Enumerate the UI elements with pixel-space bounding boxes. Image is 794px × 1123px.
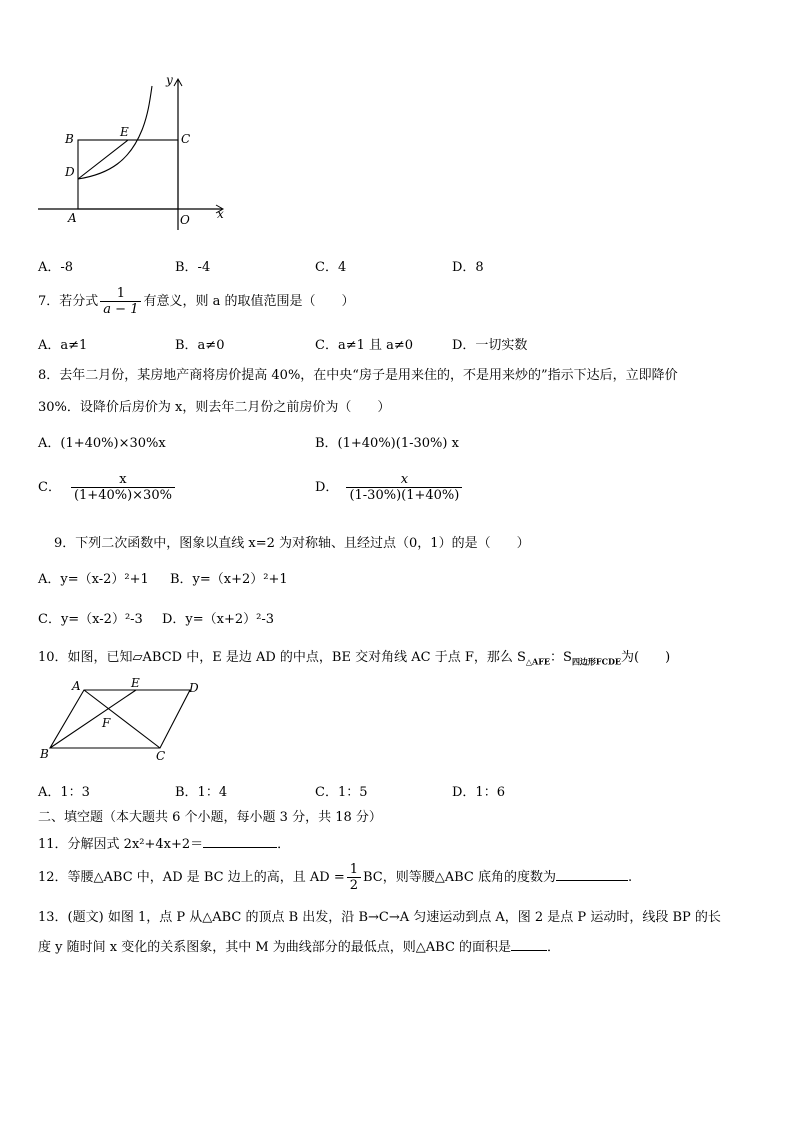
q7-fraction-den: a − 1 (100, 301, 141, 317)
q6-option-b: B．-4 (175, 260, 211, 275)
q9-option-b: B．y=（x+2）²+1 (170, 572, 288, 587)
q11-answer-blank[interactable] (203, 835, 277, 848)
q8-option-d (315, 472, 464, 503)
q7-prefix: 7．若分式 (38, 294, 99, 309)
q12-answer-blank[interactable] (556, 868, 628, 881)
label-f: F (102, 716, 111, 730)
rectangle-abco (78, 140, 178, 209)
q13-end: ． (547, 940, 561, 955)
label-a: A (72, 679, 81, 693)
q7-option-d: D．一切实数 (452, 338, 528, 353)
q7-fraction-num: 1 (116, 286, 126, 301)
q13-stem-line2 (38, 936, 560, 955)
q10-sub-afe: △AFE (525, 656, 551, 667)
q10-stem (38, 646, 670, 668)
q8-option-c-label: C． (38, 480, 61, 495)
q9-option-c: C．y=（x-2）²-3 (38, 612, 143, 627)
q12-end: . (628, 870, 633, 885)
q7-option-a: A．a≠1 (38, 338, 88, 353)
label-c: C (156, 749, 166, 763)
q13-stem-line1: 13．(题文) 如图 1，点 P 从△ABC 的顶点 B 出发，沿 B→C→A 匀速运动到点 A，图 2 是点 P 运动时，线段 BP 的长 (38, 910, 721, 925)
q7-suffix: 有意义，则 a 的取值范围是（ ） (143, 294, 355, 309)
q6-option-c: C．4 (315, 260, 347, 275)
parallelogram-abcd (50, 690, 190, 748)
q8-option-d-den: (1-30%)(1+40%) (346, 487, 462, 503)
diagonal-ac (84, 690, 160, 748)
q8-option-d-num: x (400, 472, 409, 487)
label-c: C (181, 132, 191, 146)
q10-option-c: C．1：5 (315, 785, 368, 800)
q12-stem (38, 862, 632, 893)
q8-option-c-num: x (119, 472, 127, 487)
q10-stem-mid: ：S (550, 650, 572, 665)
label-d: D (189, 681, 199, 695)
segment-be (50, 690, 136, 748)
label-e: E (120, 125, 129, 139)
q10-stem-text: 10．如图，已知▱ABCD 中，E 是边 AD 的中点，BE 交对角线 AC 于点 F，那么 S (38, 650, 526, 665)
q9-option-d: D．y=（x+2）²-3 (162, 612, 275, 627)
q12-prefix: 12．等腰△ABC 中，AD 是 BC 边上的高，且 AD = (38, 870, 345, 885)
q11-end: ． (277, 837, 291, 852)
q12-fraction (347, 862, 361, 893)
label-a: A (68, 211, 77, 225)
q6-option-d: D．8 (452, 260, 484, 275)
q8-option-c-fraction (71, 472, 175, 503)
label-x: x (217, 207, 224, 221)
q8-option-a: A．(1+40%)×30%x (38, 436, 166, 451)
label-b: B (65, 132, 74, 146)
q8-option-d-label: D． (315, 480, 339, 495)
q9-stem: 9．下列二次函数中，图象以直线 x=2 为对称轴、且经过点（0，1）的是（ ） (54, 536, 530, 551)
q8-stem-line2: 30%．设降价后房价为 x，则去年二月份之前房价为（ ） (38, 400, 391, 415)
segment-de (78, 140, 128, 179)
q8-option-c-den: (1+40%)×30% (71, 487, 175, 503)
q8-option-b: B．(1+40%)(1-30%) x (315, 436, 459, 451)
q11-stem (38, 833, 290, 852)
figure-rectangle-curve (30, 70, 240, 240)
figure-parallelogram (36, 676, 216, 768)
q13-line2-text: 度 y 随时间 x 变化的关系图象，其中 M 为曲线部分的最低点，则△ABC 的面积是 (38, 940, 512, 955)
q10-sub-fcde: 四边形FCDE (571, 656, 622, 667)
q8-option-d-fraction (346, 472, 462, 503)
q7-fraction (100, 286, 141, 317)
q13-answer-blank[interactable] (511, 938, 547, 951)
label-b: B (40, 747, 49, 761)
q10-option-d: D．1：6 (452, 785, 505, 800)
q10-option-a: A．1：3 (38, 785, 90, 800)
q9-option-a: A．y=（x-2）²+1 (38, 572, 149, 587)
q8-option-c (38, 472, 177, 503)
q7-option-c: C．a≠1 且 a≠0 (315, 338, 414, 353)
label-e: E (131, 676, 140, 690)
q10-option-b: B．1：4 (175, 785, 228, 800)
q6-option-a: A．-8 (38, 260, 74, 275)
q11-text: 11．分解因式 2x²+4x+2＝ (38, 837, 204, 852)
q10-stem-end: 为( ) (621, 650, 671, 665)
q12-mid: BC，则等腰△ABC 底角的度数为 (363, 870, 557, 885)
label-y: y (166, 73, 173, 87)
q7-option-b: B．a≠0 (175, 338, 225, 353)
label-d: D (65, 165, 75, 179)
q12-fraction-num: 1 (349, 862, 359, 877)
q12-fraction-den: 2 (347, 877, 361, 893)
q8-stem-line1: 8．去年二月份，某房地产商将房价提高 40%，在中央“房子是用来住的，不是用来炒的”指示下达后，立即降价 (38, 368, 678, 383)
section-fill-in-title: 二、填空题（本大题共 6 个小题，每小题 3 分，共 18 分） (38, 810, 382, 825)
q7-stem (38, 286, 354, 317)
hyperbola-curve (78, 86, 152, 179)
label-o: O (180, 213, 190, 227)
